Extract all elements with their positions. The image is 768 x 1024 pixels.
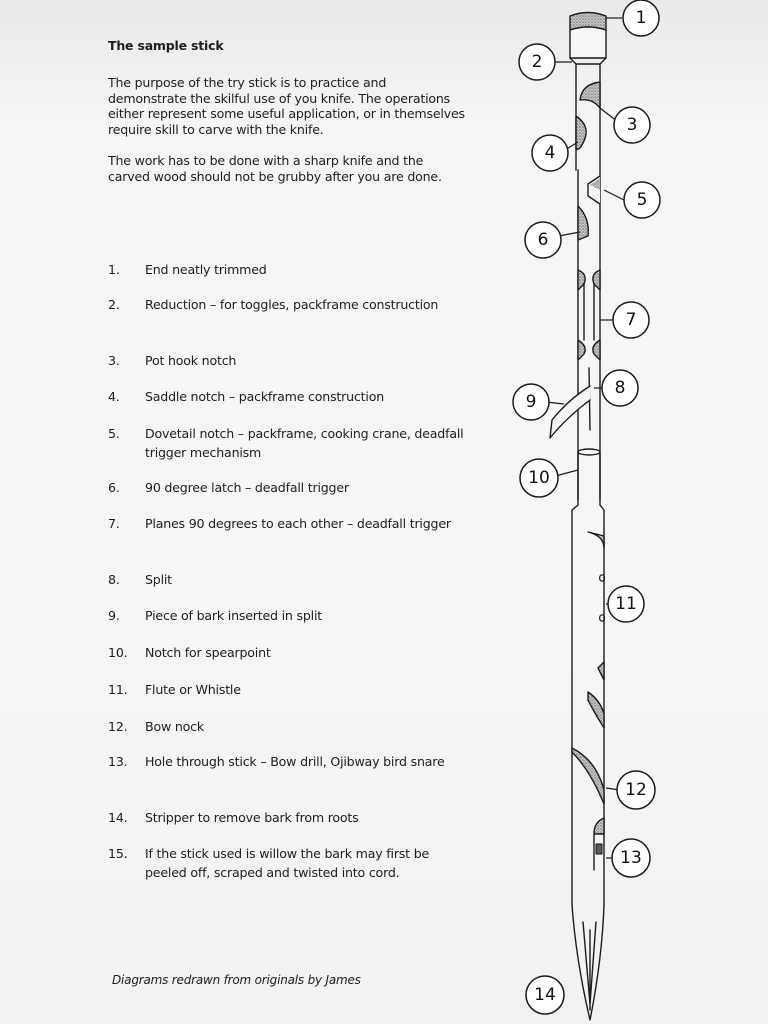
item-text: Bow nock	[145, 719, 204, 734]
item-number: 7.	[108, 516, 120, 531]
item-text: Split	[145, 572, 172, 587]
bow-nock	[572, 748, 604, 804]
root-stripper-fork	[572, 905, 604, 1020]
item-text: Reduction – for toggles, packframe construction	[145, 297, 439, 312]
reduction-shoulder	[570, 58, 606, 64]
item-number: 12.	[108, 719, 128, 734]
intro-paragraph-1: The purpose of the try stick is to practice and demonstrate the skilful use of you knife. The operations either represent some useful application, or in themselves require skill to carve with the knife.	[108, 75, 465, 137]
item-number: 11.	[108, 682, 128, 697]
item-text: Hole through stick – Bow drill, Ojibway bird snare	[145, 754, 445, 769]
svg-text:4: 4	[544, 143, 556, 163]
item-text: Stripper to remove bark from roots	[145, 810, 359, 825]
stick-left-edge	[572, 64, 578, 905]
item-text: Notch for spearpoint	[145, 645, 271, 660]
svg-text:2: 2	[531, 52, 543, 72]
item-number: 1.	[108, 262, 120, 277]
item-number: 6.	[108, 480, 120, 495]
callout-2	[519, 44, 555, 80]
item-text: If the stick used is willow the bark may first be peeled off, scraped and twisted into cord.	[145, 846, 430, 880]
intro-paragraph-2: The work has to be done with a sharp knife and the carved wood should not be grubby after you are done.	[108, 153, 442, 184]
callout-4	[532, 135, 568, 171]
flute-whistle	[588, 532, 604, 728]
spearpoint-notch	[578, 449, 600, 500]
svg-text:6: 6	[537, 230, 549, 250]
item-number: 5.	[108, 426, 120, 441]
callout-11	[608, 586, 644, 622]
callout-6	[525, 222, 561, 258]
svg-text:12: 12	[625, 780, 647, 800]
svg-text:1: 1	[635, 8, 647, 28]
item-text: Pot hook notch	[145, 353, 237, 368]
item-number: 14.	[108, 810, 128, 825]
item-text: Piece of bark inserted in split	[145, 608, 322, 623]
svg-text:3: 3	[626, 115, 638, 135]
callout-7	[613, 302, 649, 338]
callout-8	[602, 370, 638, 406]
item-number: 9.	[108, 608, 120, 623]
callout-9	[513, 384, 549, 420]
page-title: The sample stick	[108, 38, 224, 53]
svg-text:14: 14	[534, 985, 556, 1005]
svg-text:7: 7	[625, 310, 637, 330]
item-number: 2.	[108, 297, 120, 312]
callout-12	[617, 771, 655, 809]
bark-piece	[550, 386, 590, 438]
trimmed-end	[570, 13, 606, 59]
item-number: 3.	[108, 353, 120, 368]
svg-text:10: 10	[528, 468, 550, 488]
diagram-credit: Diagrams redrawn from originals by James	[112, 973, 361, 987]
item-text: Planes 90 degrees to each other – deadfall trigger	[145, 516, 451, 531]
callout-10	[520, 459, 558, 497]
item-text: Saddle notch – packframe construction	[145, 389, 384, 404]
callout-1	[623, 0, 659, 36]
hole-through-stick	[594, 818, 604, 870]
item-text: 90 degree latch – deadfall trigger	[145, 480, 349, 495]
svg-text:9: 9	[525, 392, 537, 412]
item-text: Dovetail notch – packframe, cooking crane, deadfall trigger mechanism	[145, 426, 464, 460]
callout-5	[624, 182, 660, 218]
item-number: 4.	[108, 389, 120, 404]
svg-text:8: 8	[614, 378, 626, 398]
item-text: Flute or Whistle	[145, 682, 241, 697]
item-text: End neatly trimmed	[145, 262, 267, 277]
svg-text:11: 11	[615, 594, 637, 614]
svg-text:13: 13	[620, 848, 642, 868]
callout-3	[614, 107, 650, 143]
item-number: 10.	[108, 645, 128, 660]
planes-90-degrees	[578, 270, 600, 360]
saddle-notch	[576, 116, 586, 150]
pot-hook-notch	[580, 82, 600, 108]
callout-13	[612, 839, 650, 877]
item-number: 8.	[108, 572, 120, 587]
latch-notch	[578, 206, 588, 240]
item-number: 13.	[108, 754, 128, 769]
callout-14	[526, 976, 564, 1014]
svg-text:5: 5	[636, 190, 648, 210]
item-number: 15.	[108, 846, 128, 861]
